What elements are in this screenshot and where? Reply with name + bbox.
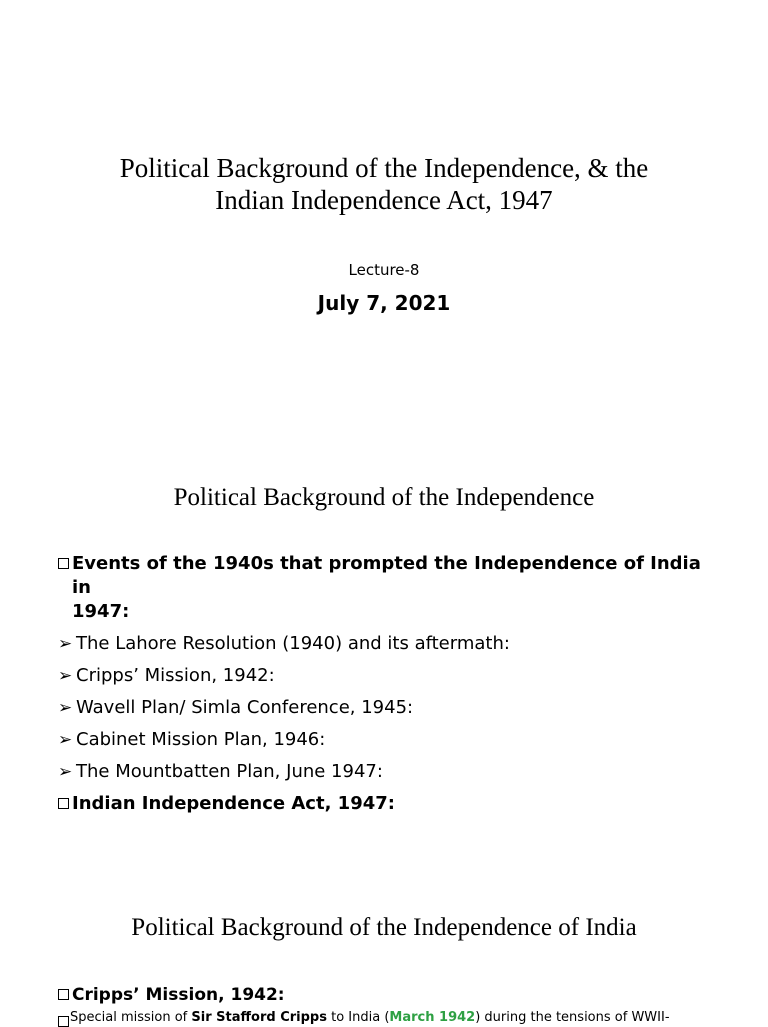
date-highlight: March 1942 (389, 1010, 476, 1025)
section-heading: Cripps’ Mission, 1942: (58, 983, 718, 1007)
body-text: Special mission of (70, 1010, 192, 1025)
list-item (58, 632, 718, 656)
list-item (58, 728, 718, 752)
bullet-list (58, 983, 718, 1007)
title-slide (0, 0, 768, 420)
presentation-title (60, 152, 708, 216)
list-item-label: The Mountbatten Plan, June 1947: (76, 761, 383, 782)
section-heading-line2: 1947: (72, 601, 130, 622)
slide-title: Political Background of the Independence of India (131, 914, 637, 941)
arrow-bullet-icon: ➢ (58, 698, 73, 718)
list-item-label: The Lahore Resolution (1940) and its aftermath: (76, 633, 510, 654)
section-heading-act: Indian Independence Act, 1947: (58, 792, 718, 816)
section-heading (58, 552, 718, 624)
body-text: ) during the tensions of WWII- (475, 1010, 670, 1025)
section-heading-line1: Events of the 1940s that prompted the Independence of India in (72, 553, 701, 598)
presentation-title-line2: Indian Independence Act, 1947 (215, 185, 553, 215)
lecture-date: July 7, 2021 (317, 291, 451, 315)
square-bullet-icon (58, 1010, 70, 1025)
arrow-bullet-icon: ➢ (58, 666, 73, 686)
body-text: to India ( (326, 1010, 390, 1025)
body-text-bold: Sir Stafford Cripps (191, 1010, 327, 1025)
list-item (58, 696, 718, 720)
presentation-title-line1: Political Background of the Independence, & the (119, 153, 649, 183)
arrow-bullet-icon: ➢ (58, 634, 73, 654)
overview-slide (0, 470, 768, 870)
list-item (58, 760, 718, 784)
list-item-label: Cripps’ Mission, 1942: (76, 665, 275, 686)
bullet-list (58, 552, 718, 816)
list-item-label: Cabinet Mission Plan, 1946: (76, 729, 326, 750)
arrow-bullet-icon: ➢ (58, 730, 73, 750)
list-item-label: Wavell Plan/ Simla Conference, 1945: (76, 697, 414, 718)
lecture-number: Lecture-8 (348, 261, 420, 279)
list-item (58, 664, 718, 688)
body-line (58, 1010, 670, 1025)
slide-title: Political Background of the Independence (173, 484, 595, 511)
cripps-slide (0, 900, 768, 1024)
arrow-bullet-icon: ➢ (58, 762, 73, 782)
